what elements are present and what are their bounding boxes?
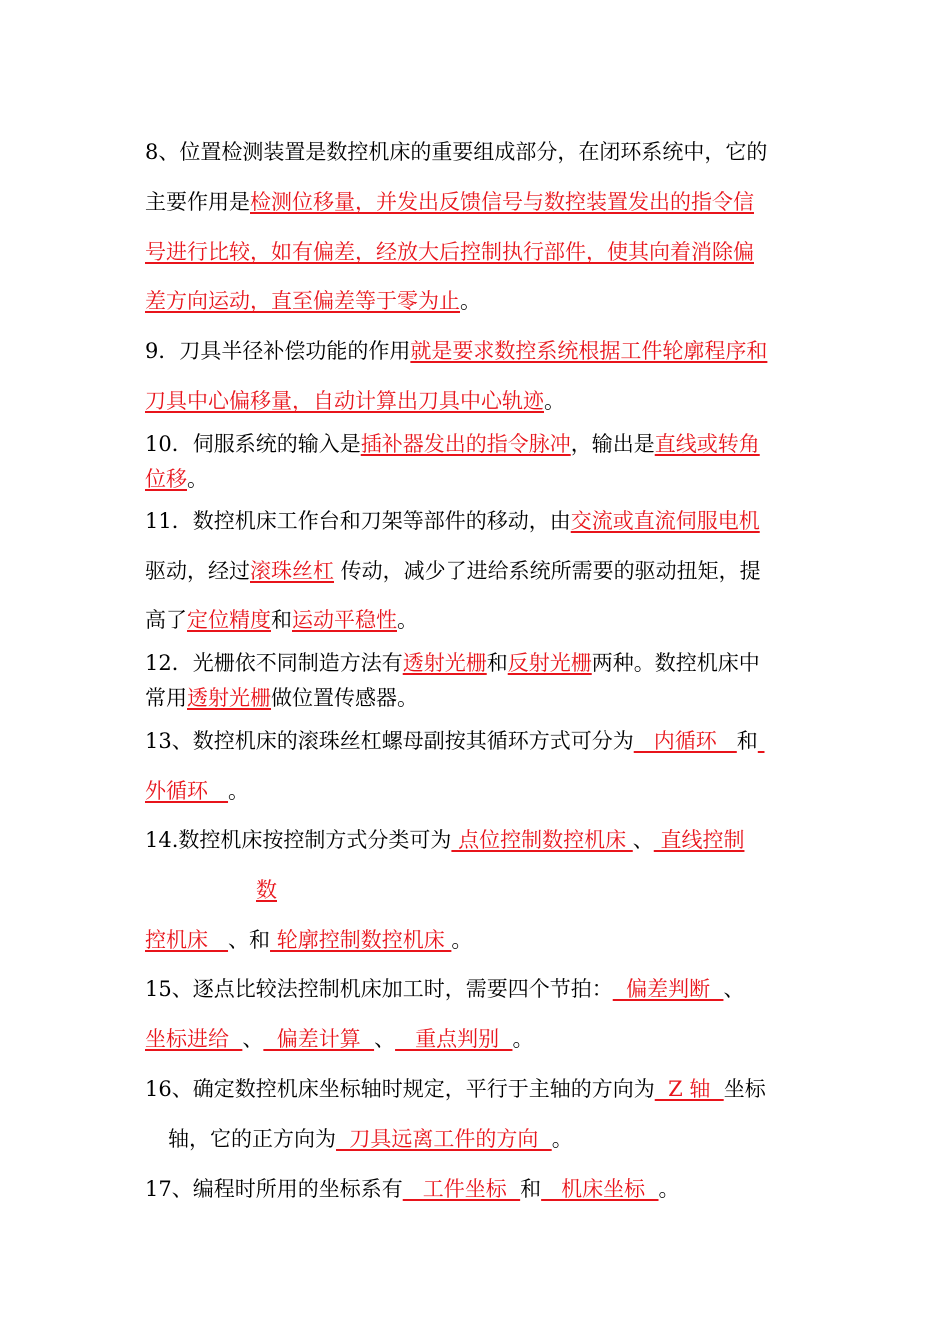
q13-line-1: [145, 728, 764, 754]
q11-line-2: [145, 558, 761, 584]
q12-answer-3: 透射光栅: [187, 686, 271, 710]
q15-prompt: 15、逐点比较法控制机床加工时，需要四个节拍：: [145, 977, 613, 1001]
q17-line-1: [145, 1176, 680, 1202]
q8-answer-part-3: 差方向运动，直至偏差等于零为止: [145, 289, 460, 313]
q14-answer-1: 点位控制数控机床: [451, 828, 633, 852]
q10-answer-output-part-2: 位移: [145, 467, 187, 491]
q8-line-4: [145, 288, 481, 314]
q10-answer-output-part-1: 直线或转角: [654, 432, 760, 456]
q13-line-2: [145, 778, 249, 804]
q11-text-3a: 高了: [145, 608, 187, 632]
q12-prompt: 12．光栅依不同制造方法有: [145, 651, 403, 675]
q14-answer-2-part-2: 数: [256, 878, 277, 902]
q17-answer-2: 机床坐标: [541, 1177, 659, 1201]
q10-mid-text: ，输出是: [570, 432, 655, 456]
q11-answer-stability: 运动平稳性: [292, 608, 397, 632]
q11-text-2b: 传动，减少了进给系统所需要的驱动扭矩，提: [334, 559, 761, 583]
q9-period: 。: [544, 389, 565, 413]
q9-line-1: [145, 338, 767, 364]
q15-answer-4: 重点判别: [395, 1027, 513, 1051]
q9-answer-part-1: 就是要求数控系统根据工件轮廓程序和: [410, 339, 768, 363]
q12-and: 和: [486, 651, 508, 675]
q10-line-1: [145, 431, 760, 457]
q13-answer-1: 内循环: [633, 729, 737, 753]
q12-text-1c: 两种。数控机床中: [591, 651, 760, 675]
q8-line-3: [145, 239, 754, 265]
q8-text: 8、位置检测装置是数控机床的重要组成部分，在闭环系统中，它的: [145, 140, 768, 164]
q15-sep-3: 、: [374, 1027, 396, 1051]
q15-answer-2: 坐标进给: [145, 1027, 243, 1051]
q11-line-1: [145, 508, 760, 534]
q15-period: 。: [512, 1027, 534, 1051]
q12-line-2: [145, 685, 418, 711]
q16-text-1b: 坐标: [723, 1077, 766, 1101]
q10-period: 。: [187, 467, 208, 491]
q10-line-2: [145, 466, 208, 492]
q16-prompt: 16、确定数控机床坐标轴时规定，平行于主轴的方向为: [145, 1077, 655, 1101]
q16-line-1: [145, 1076, 766, 1102]
q15-answer-1: 偏差判断: [612, 977, 724, 1001]
q8-answer-part-2: 号进行比较，如有偏差，经放大后控制执行部件，使其向着消除偏: [145, 240, 754, 264]
q14-answer-2-part-1: 直线控制: [653, 828, 745, 852]
q15-line-2: [145, 1026, 533, 1052]
q13-answer-2: 外循环: [145, 779, 229, 803]
q12-text-2a: 常用: [145, 686, 187, 710]
q8-line-1: [145, 139, 767, 165]
q15-line-1: [145, 976, 744, 1002]
q11-text-3b: 和: [271, 608, 292, 632]
q12-answer-1: 透射光栅: [402, 651, 487, 675]
q14-prompt: 14.数控机床按控制方式分类可为: [145, 828, 452, 852]
q10-answer-input: 插补器发出的指令脉冲: [360, 432, 571, 456]
q17-answer-1: 工件坐标: [402, 1177, 521, 1201]
q13-and: 和: [736, 729, 758, 753]
q14-answer-2-part-3: 控机床: [145, 928, 229, 952]
q16-line-2: [168, 1126, 573, 1152]
q15-sep-2: 、: [242, 1027, 264, 1051]
q16-period: 。: [551, 1127, 573, 1151]
q8-line-2: [145, 189, 754, 215]
q12-text-2b: 做位置传感器。: [271, 686, 418, 710]
q17-period: 。: [658, 1177, 680, 1201]
q8-period: 。: [460, 289, 481, 313]
q11-prompt: 11．数控机床工作台和刀架等部件的移动，由: [145, 509, 571, 533]
q11-text-2a: 驱动，经过: [145, 559, 250, 583]
q8-prompt: 主要作用是: [145, 190, 250, 214]
q10-prompt: 10．伺服系统的输入是: [145, 432, 361, 456]
q9-line-2: [145, 388, 565, 414]
q9-answer-part-2: 刀具中心偏移量，自动计算出刀具中心轨迹: [145, 389, 544, 413]
q14-answer-3: 轮廓控制数控机床: [270, 928, 452, 952]
q14-line-3: [145, 927, 472, 953]
q13-prompt: 13、数控机床的滚珠丝杠螺母副按其循环方式可分为: [145, 729, 634, 753]
q17-and: 和: [520, 1177, 542, 1201]
q14-sep-1: 、: [632, 828, 654, 852]
q15-sep-1: 、: [723, 977, 745, 1001]
q16-answer-1: Z 轴: [654, 1077, 724, 1101]
q8-answer-part-1: 检测位移量，并发出反馈信号与数控装置发出的指令信: [250, 190, 754, 214]
q14-period: 。: [451, 928, 473, 952]
q16-answer-2: 刀具远离工件的方向: [336, 1127, 552, 1151]
q11-period: 。: [397, 608, 418, 632]
q13-period: 。: [228, 779, 250, 803]
q9-prompt: 9．刀具半径补偿功能的作用: [145, 339, 411, 363]
q13-answer-blank: [758, 729, 765, 753]
q11-answer-screw: 滚珠丝杠: [250, 559, 334, 583]
q15-answer-3: 偏差计算: [263, 1027, 375, 1051]
q11-answer-precision: 定位精度: [187, 608, 271, 632]
q16-text-2a: 轴，它的正方向为: [168, 1127, 336, 1151]
q14-line-2: [256, 877, 277, 903]
q12-line-1: [145, 650, 760, 676]
q12-answer-2: 反射光栅: [507, 651, 592, 675]
q14-sep-2: 、和: [228, 928, 271, 952]
q11-answer-motor: 交流或直流伺服电机: [570, 509, 760, 533]
q14-line-1: [145, 827, 744, 853]
q11-line-3: [145, 607, 418, 633]
q17-prompt: 17、编程时所用的坐标系有: [145, 1177, 403, 1201]
